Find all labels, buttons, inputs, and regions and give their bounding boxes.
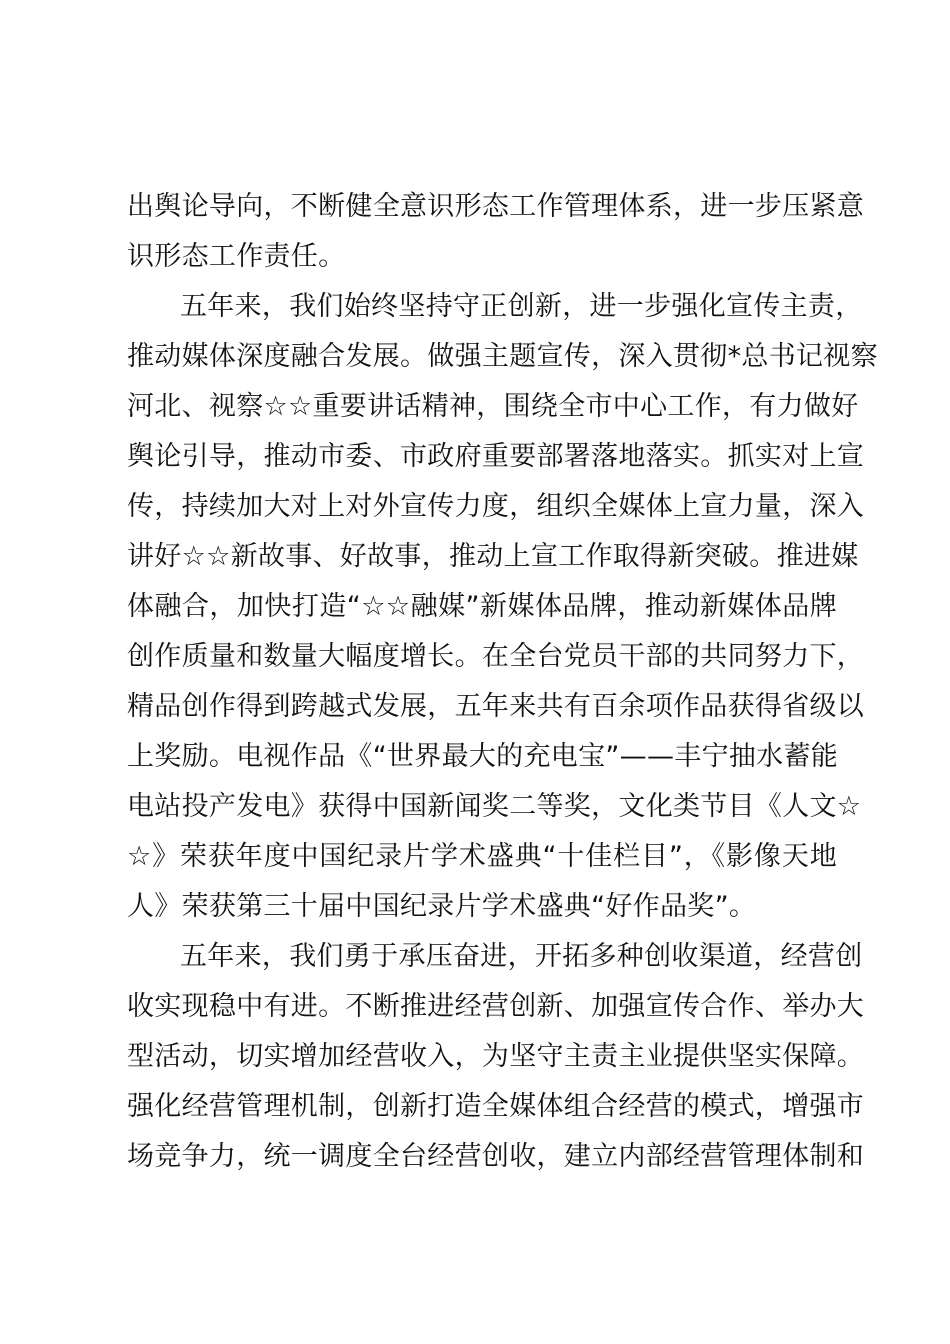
text-line: 电站投产发电》获得中国新闻奖二等奖，文化类节目《人文☆ [127,791,862,822]
text-line: 出舆论导向，不断健全意识形态工作管理体系，进一步压紧意 [127,191,865,222]
text-line: 讲好☆☆新故事、好故事，推动上宣工作取得新突破。推进媒 [127,541,859,572]
text-line: ☆》荣获年度中国纪录片学术盛典“十佳栏目”，《影像天地 [127,841,837,872]
text-line: 人》荣获第三十届中国纪录片学术盛典“好作品奖”。 [127,891,757,922]
text-line: 强化经营管理机制，创新打造全媒体组合经营的模式，增强市 [127,1091,865,1122]
text-line: 场竞争力，统一调度全台经营创收，建立内部经营管理体制和 [127,1141,865,1172]
text-line: 河北、视察☆☆重要讲话精神，围绕全市中心工作，有力做好 [127,391,859,422]
paragraph-first-line: 五年来，我们始终坚持守正创新，进一步强化宣传主责， [180,291,863,322]
text-line: 舆论引导，推动市委、市政府重要部署落地落实。抓实对上宣 [127,441,865,472]
text-line: 识形态工作责任。 [127,241,346,272]
text-line: 推动媒体深度融合发展。做强主题宣传，深入贯彻*总书记视察 [127,341,878,372]
text-line: 体融合，加快打造“☆☆融媒”新媒体品牌，推动新媒体品牌 [127,591,837,622]
text-line: 收实现稳中有进。不断推进经营创新、加强宣传合作、举办大 [127,991,865,1022]
text-line: 型活动，切实增加经营收入，为坚守主责主业提供坚实保障。 [127,1041,865,1072]
text-line: 传，持续加大对上对外宣传力度，组织全媒体上宣力量，深入 [127,491,865,522]
text-line: 精品创作得到跨越式发展，五年来共有百余项作品获得省级以 [127,691,865,722]
text-line: 上奖励。电视作品《“世界最大的充电宝”——丰宁抽水蓄能 [127,741,839,772]
paragraph-first-line: 五年来，我们勇于承压奋进，开拓多种创收渠道，经营创 [180,941,863,972]
text-line: 创作质量和数量大幅度增长。在全台党员干部的共同努力下， [127,641,865,672]
